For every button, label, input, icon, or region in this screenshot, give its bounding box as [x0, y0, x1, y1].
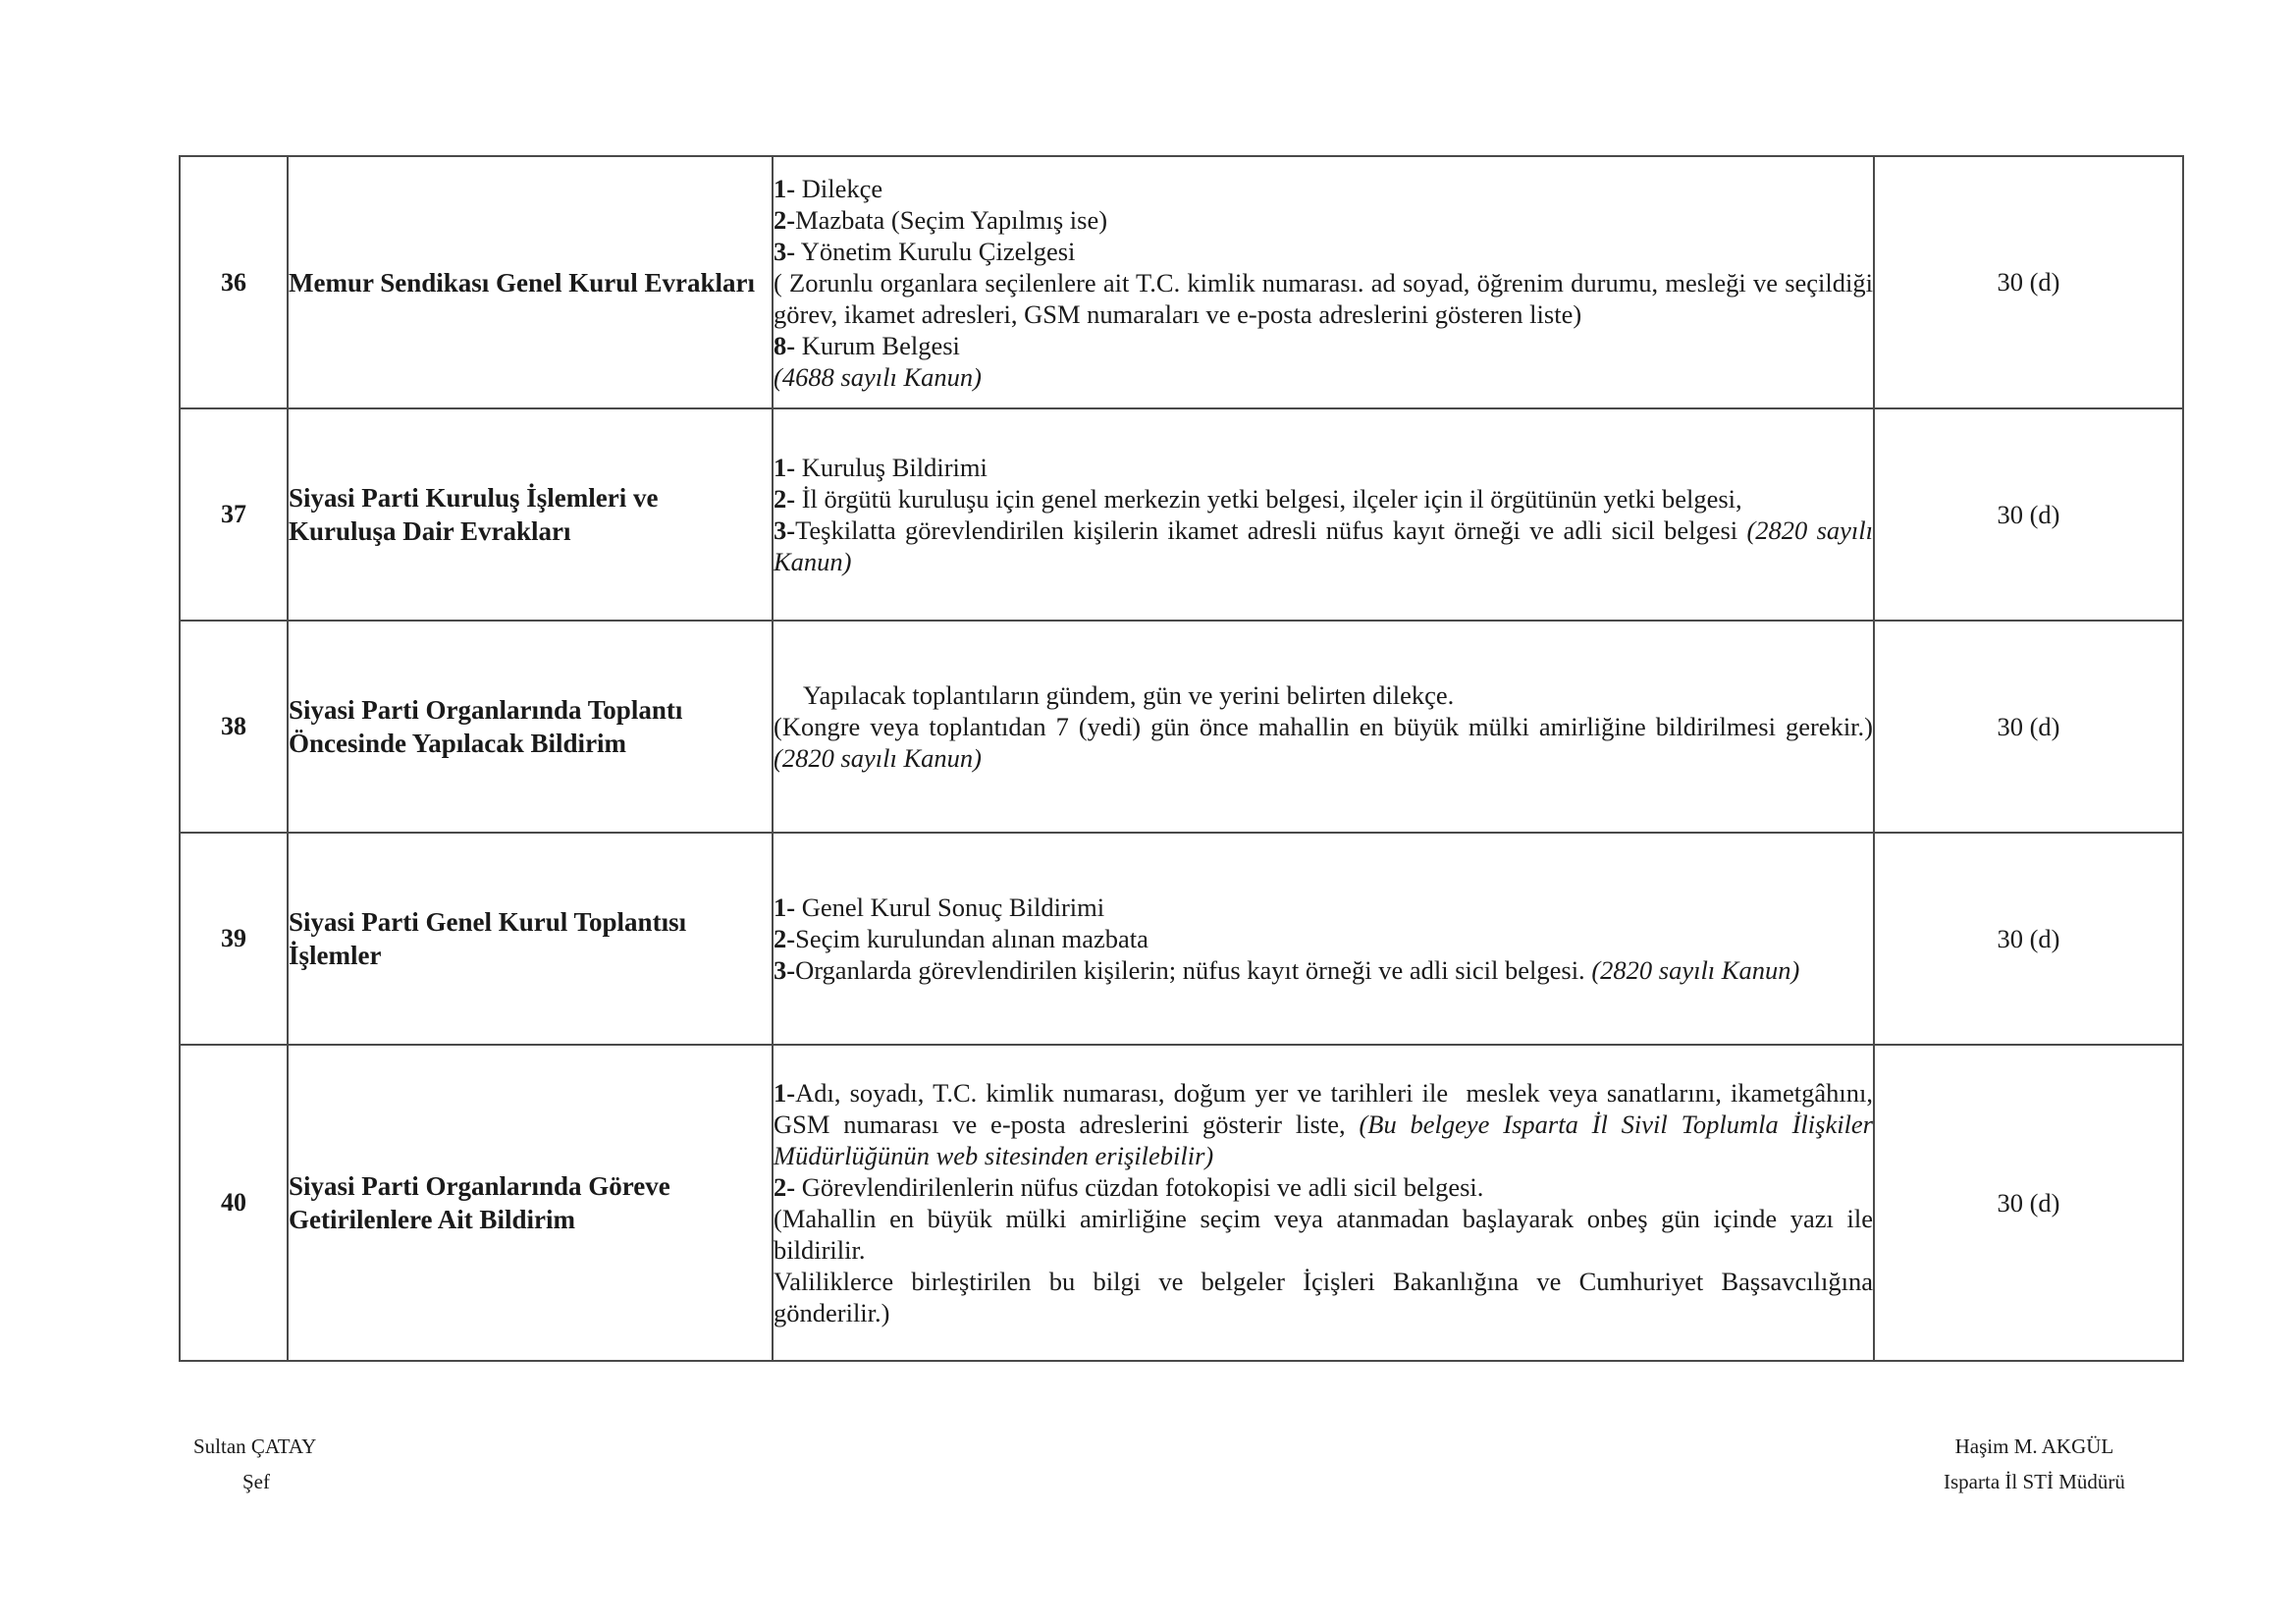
signer-title-left: Şef	[242, 1470, 270, 1493]
item-text: Adı, soyadı, T.C. kimlik numarası, doğum yer ve tarihleri ile meslek veya sanatlarını, ikametgâhını, GSM numarası ve e-posta adreslerini gösterir liste,	[774, 1078, 1880, 1139]
item-text: Kuruluş Bildirimi	[795, 453, 988, 482]
law-reference: (Bu belgeye Isparta İl Sivil Toplumla İlişkiler Müdürlüğünün web sitesinden erişilebilir)	[774, 1110, 1874, 1170]
item-text: Seçim kurulundan alınan mazbata	[795, 924, 1148, 953]
item-text: Görevlendirilenlerin nüfus cüzdan fotokopisi ve adli sicil belgesi.	[795, 1172, 1484, 1202]
item-number: 3-	[774, 236, 796, 266]
item-text: Teşkilatta görevlendirilen kişilerin ikamet adresli nüfus kayıt örneği ve adli sicil belgesi	[795, 515, 1747, 545]
requirement-item	[774, 236, 1873, 267]
row-requirements	[773, 156, 1880, 408]
requirement-item	[774, 1203, 1880, 1266]
row-number: 40	[180, 1045, 288, 1361]
row-requirements	[773, 833, 1874, 1045]
requirement-item	[774, 711, 1880, 774]
item-number: 1-	[774, 173, 796, 203]
requirement-item	[774, 483, 1873, 514]
item-text: ( Zorunlu organlara seçilenlere ait T.C. kimlik numarası. ad soyad, öğrenim durumu, mesleği ve seçildiği görev, ikamet adresleri, GSM numaraları ve e-posta adreslerini gösteren liste)	[774, 267, 1880, 329]
row-requirements	[773, 621, 1880, 833]
item-number: 2-	[774, 924, 796, 953]
item-number: 1-	[774, 1078, 796, 1108]
law-reference: (2820 sayılı Kanun)	[1591, 955, 1800, 985]
services-table	[179, 155, 2184, 1362]
item-text: Genel Kurul Sonuç Bildirimi	[795, 893, 1105, 922]
law-reference: (2820 sayılı Kanun)	[774, 515, 1873, 576]
item-text: Valiliklerce birleştirilen bu bilgi ve belgeler İçişleri Bakanlığına ve Cumhuriyet Başsavcılığına gönderilir.)	[774, 1267, 1880, 1327]
table-row	[180, 408, 2183, 621]
requirement-item	[774, 923, 1873, 954]
requirement-item	[774, 267, 1880, 330]
row-title: Siyasi Parti Organlarında Göreve Getirilenlere Ait Bildirim	[288, 1045, 773, 1361]
item-number: 2-	[774, 204, 796, 235]
requirement-item	[774, 452, 1873, 483]
row-title: Memur Sendikası Genel Kurul Evrakları	[288, 156, 773, 408]
row-duration: 30 (d)	[1874, 621, 2183, 833]
item-number: 1-	[774, 893, 796, 922]
row-number: 39	[180, 833, 288, 1045]
item-text: Mazbata (Seçim Yapılmış ise)	[795, 204, 1108, 235]
item-text: (Kongre veya toplantıdan 7 (yedi) gün önce mahallin en büyük mülki amirliğine bildirilmesi gerekir.)	[774, 712, 1880, 741]
row-number: 36	[180, 156, 288, 408]
requirement-item	[774, 173, 1873, 204]
table-row	[180, 833, 2183, 1045]
item-text: Yönetim Kurulu Çizelgesi	[795, 236, 1076, 266]
requirement-item	[774, 954, 1873, 986]
item-number: 2-	[774, 484, 796, 514]
row-number: 37	[180, 408, 288, 621]
table-row	[180, 156, 2183, 408]
table-row	[180, 621, 2183, 833]
item-number: 3-	[774, 515, 796, 545]
row-number: 38	[180, 621, 288, 833]
item-text: Organlarda görevlendirilen kişilerin; nüfus kayıt örneği ve adli sicil belgesi.	[795, 955, 1592, 985]
item-text: (Mahallin en büyük mülki amirliğine seçim veya atanmadan başlayarak onbeş gün içinde yazı ile bildirilir.	[774, 1204, 1880, 1265]
item-number: 3-	[774, 955, 796, 985]
row-duration: 30 (d)	[1874, 833, 2183, 1045]
requirement-item	[774, 204, 1873, 236]
row-requirements	[773, 408, 1874, 621]
signer-name-right: Haşim M. AKGÜL	[1954, 1435, 2114, 1458]
law-reference: (2820 sayılı Kanun)	[774, 743, 982, 773]
signature-right	[1944, 1429, 2125, 1499]
row-title: Siyasi Parti Genel Kurul Toplantısı İşlemler	[288, 833, 773, 1045]
item-text: Yapılacak toplantıların gündem, gün ve yerini belirten dilekçe.	[803, 680, 1455, 710]
item-text: Kurum Belgesi	[795, 330, 960, 360]
row-requirements	[773, 1045, 1880, 1361]
row-title: Siyasi Parti Kuruluş İşlemleri ve Kuruluşa Dair Evrakları	[288, 408, 773, 621]
row-duration: 30 (d)	[1874, 156, 2183, 408]
item-number: 2-	[774, 1172, 796, 1202]
item-text: İl örgütü kuruluşu için genel merkezin yetki belgesi, ilçeler için il örgütünün yetki belgesi,	[795, 484, 1742, 514]
requirement-item	[774, 361, 1873, 393]
signature-left	[193, 1429, 316, 1499]
row-duration: 30 (d)	[1874, 408, 2183, 621]
requirement-item	[774, 330, 1873, 361]
requirement-item	[774, 1171, 1873, 1203]
table-body	[180, 156, 2183, 1361]
row-title: Siyasi Parti Organlarında Toplantı Öncesinde Yapılacak Bildirim	[288, 621, 773, 833]
item-number: 8-	[774, 330, 796, 360]
row-duration: 30 (d)	[1874, 1045, 2183, 1361]
requirement-item	[774, 514, 1873, 577]
requirement-item	[774, 892, 1873, 923]
requirement-item	[774, 679, 1873, 711]
requirement-item	[774, 1077, 1880, 1171]
law-reference: (4688 sayılı Kanun)	[774, 361, 982, 392]
signer-name-left: Sultan ÇATAY	[193, 1435, 317, 1458]
item-text: Dilekçe	[795, 173, 883, 203]
table-row	[180, 1045, 2183, 1361]
item-number: 1-	[774, 453, 796, 482]
requirement-item	[774, 1266, 1880, 1328]
signer-title-right: Isparta İl STİ Müdürü	[1944, 1470, 2125, 1493]
